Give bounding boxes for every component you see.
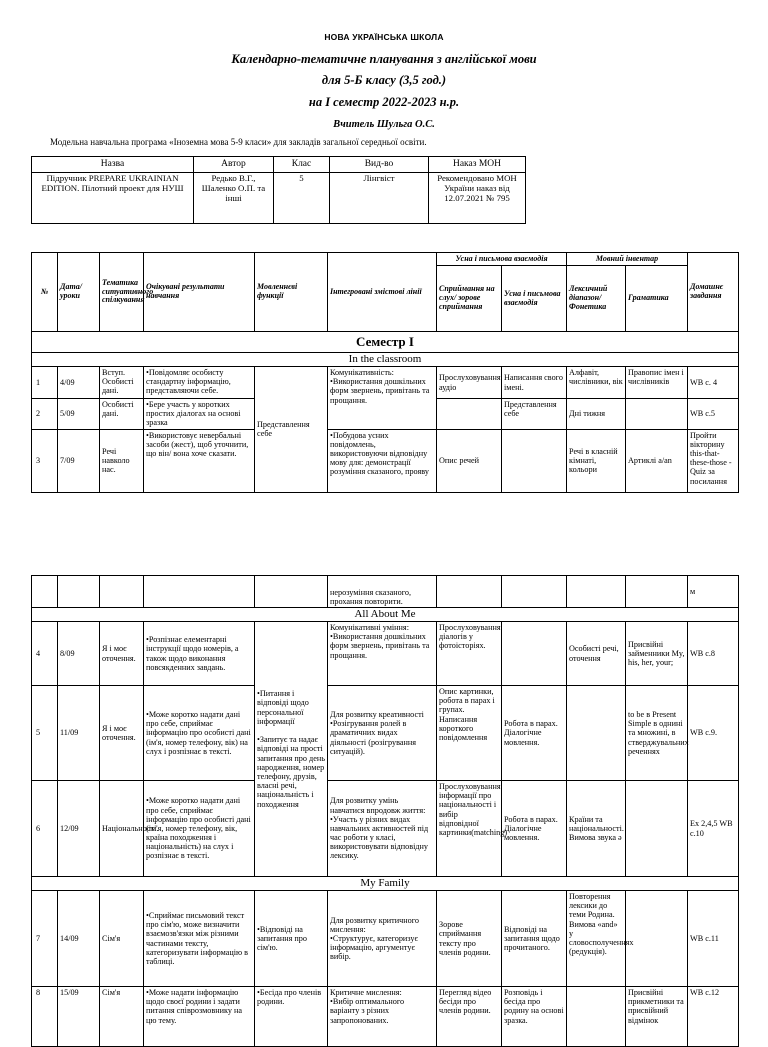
textbook-col-author: Автор — [194, 157, 274, 173]
row-function: •Відповіді на запитання про сім'ю. — [255, 891, 328, 987]
col-lexis: Лексичний діапазон/ Фонетика — [567, 266, 626, 332]
textbook-author: Редько В.Г., Шаленко О.П. та інші — [194, 173, 274, 224]
row-homework: Ex 2,4,5 WB c.10 — [688, 781, 739, 877]
unit-title: All About Me — [32, 608, 739, 622]
title-line-1: Календарно-тематичне планування з англійської мови — [231, 52, 537, 66]
unit-row — [32, 353, 739, 367]
row-grammar: Правопис імен і числівників — [626, 367, 688, 399]
row-date: 5/09 — [58, 399, 100, 430]
col-lines: Інтегровані змістові лінії — [328, 253, 437, 332]
table-row — [32, 987, 739, 1047]
row-situation — [100, 576, 144, 608]
row-oral: Написання свого імені. — [502, 367, 567, 399]
row-homework: WB c.11 — [688, 891, 739, 987]
unit-row — [32, 877, 739, 891]
row-perception: Опис картинки, робота в парах і групах. Написання короткого повідомлення — [437, 686, 502, 781]
row-function: •Питання і відповіді щодо персональної інформації •Запитує та надає відповіді на прості запитання про день народження, номер телефону, друзів, власні речі, національність і походження — [255, 622, 328, 877]
textbook-col-grade: Клас — [274, 157, 330, 173]
row-date: 12/09 — [58, 781, 100, 877]
plan-header-row — [32, 253, 739, 266]
table-row — [32, 622, 739, 686]
textbook-order: Рекомендовано МОН України наказ від 12.07.2021 № 795 — [429, 173, 526, 224]
row-grammar — [626, 781, 688, 877]
col-date: Дата/ уроки — [58, 253, 100, 332]
col-functions: Мовленнєві функції — [255, 253, 328, 332]
row-num: 1 — [32, 367, 58, 399]
table-row-continued — [32, 576, 739, 608]
row-perception: Прослуховування аудіо — [437, 367, 502, 399]
plan-table-part-1 — [31, 252, 739, 493]
row-grammar — [626, 891, 688, 987]
program-note: Модельна навчальна програма «Іноземна мова 5-9 класи» для закладів загальної середньої освіти. — [50, 137, 427, 147]
row-lexis: Дні тижня — [567, 399, 626, 430]
textbook-col-order: Наказ МОН — [429, 157, 526, 173]
textbook-header-row — [32, 157, 526, 173]
row-oral: Представлення себе — [502, 399, 567, 430]
row-lines: Комунікативність: •Використання дошкільних форм звернень, привітань та прощання. — [328, 367, 437, 430]
title-line-2: для 5-Б класу (3,5 год.) — [321, 73, 447, 87]
row-lines: Критичне мислення: •Вибір оптимального варіанту з різних запропонованих. — [328, 987, 437, 1047]
row-grammar — [626, 576, 688, 608]
row-situation: Сім'я — [100, 987, 144, 1047]
col-grammar: Граматика — [626, 266, 688, 332]
row-date: 14/09 — [58, 891, 100, 987]
row-situation: Я і моє оточення. — [100, 686, 144, 781]
row-situation: Особисті дані. — [100, 399, 144, 430]
row-grammar — [626, 399, 688, 430]
row-function: Представлення себе — [255, 367, 328, 493]
row-results: •Може коротко надати дані про себе, сприймає інформацію про особисті дані (ім'я, номер телефону, вік, країна походження і національність) на слух і розпізнає в тексті. — [144, 781, 255, 877]
row-grammar: Присвійні займенники My, his, her, your; — [626, 622, 688, 686]
textbook-publisher: Лінгвіст — [330, 173, 429, 224]
row-results: •Повідомляє особисту стандартну інформацію, представляючи себе. — [144, 367, 255, 399]
row-homework: WB c.8 — [688, 622, 739, 686]
row-num: 4 — [32, 622, 58, 686]
table-row — [32, 367, 739, 399]
row-homework: WB c.9. — [688, 686, 739, 781]
row-lexis — [567, 987, 626, 1047]
row-homework: WB c.12 — [688, 987, 739, 1047]
semester-title: Семестр І — [32, 332, 739, 353]
row-homework: WB c.5 — [688, 399, 739, 430]
row-num: 7 — [32, 891, 58, 987]
semester-row — [32, 332, 739, 353]
row-lexis: Повторення лексики до теми Родина. Вимова «and» у словосполученнях (редукція). — [567, 891, 626, 987]
row-perception — [437, 576, 502, 608]
row-num: 5 — [32, 686, 58, 781]
row-results: •Використовує невербальні засоби (жест), щоб уточнити, що він/ вона хоче сказати. — [144, 429, 255, 492]
row-lexis — [567, 686, 626, 781]
teacher-name: Вчитель Шульга О.С. — [333, 119, 435, 130]
row-homework: м — [688, 576, 739, 608]
row-perception — [437, 399, 502, 430]
table-row — [32, 891, 739, 987]
row-oral: Розповідь і бесіда про родину на основі зразка. — [502, 987, 567, 1047]
textbook-row — [32, 173, 526, 224]
row-lines: Для розвитку критичного мислення: •Структурує, категоризує інформацію, аргументує вибір. — [328, 891, 437, 987]
row-oral: Робота в парах. Діалогічне мовлення. — [502, 686, 567, 781]
row-num: 6 — [32, 781, 58, 877]
row-perception: Зорове сприймання тексту про членів родини. — [437, 891, 502, 987]
row-situation: Вступ. Особисті дані. — [100, 367, 144, 399]
row-lines: Для розвитку креативності •Розігрування ролей в драматичних видах діяльності (розігрування ситуацій). — [328, 686, 437, 781]
col-num: № — [32, 253, 58, 332]
row-date: 11/09 — [58, 686, 100, 781]
row-grammar: Присвійні прикметники та присвійний відмінок — [626, 987, 688, 1047]
row-oral: Робота в парах. Діалогічне мовлення. — [502, 781, 567, 877]
row-homework: Пройти вікторину this-that-these-those - Quiz за посилання — [688, 429, 739, 492]
row-situation: Речі навколо нас. — [100, 429, 144, 492]
row-situation: Сім'я — [100, 891, 144, 987]
row-grammar: to be в Present Simple в однині та множині, в стверджувальних реченнях — [626, 686, 688, 781]
row-grammar: Артиклі a/an — [626, 429, 688, 492]
row-lexis: Особисті речі, оточення — [567, 622, 626, 686]
row-function — [255, 576, 328, 608]
textbook-col-publisher: Вид-во — [330, 157, 429, 173]
table-row — [32, 686, 739, 781]
row-perception: Прослуховування інформації про національності і вибір відповідної картинки(matching) — [437, 781, 502, 877]
table-row — [32, 429, 739, 492]
row-oral — [502, 429, 567, 492]
row-lines: нерозуміння сказаного, прохання повторити. — [328, 576, 437, 608]
row-date: 8/09 — [58, 622, 100, 686]
row-lexis — [567, 576, 626, 608]
row-num: 3 — [32, 429, 58, 492]
row-num: 2 — [32, 399, 58, 430]
row-lines: Для розвитку умінь навчатися впродовж життя: •Участь у різних видах навчальних активностей під час роботи у класі, використовувати відповідну лексику. — [328, 781, 437, 877]
unit-title: In the classroom — [32, 353, 739, 367]
textbook-title: Підручник PREPARE UKRAINIAN EDITION. Пілотний проект для НУШ — [32, 173, 194, 224]
unit-title: My Family — [32, 877, 739, 891]
row-results: •Сприймає письмовий текст про сім'ю, може визначити взаємозв'язки між різними частинами тексту, категоризувати інформацію в таблиці. — [144, 891, 255, 987]
row-results: •Може надати інформацію щодо своєї родини і задати питання співрозмовнику на цю тему. — [144, 987, 255, 1047]
row-function: •Бесіда про членів родини. — [255, 987, 328, 1047]
title-line-3: на І семестр 2022-2023 н.р. — [308, 95, 460, 109]
col-results: Очікувані результати навчання — [144, 253, 255, 332]
row-perception: Прослуховування діалогів у фотоісторіях. — [437, 622, 502, 686]
row-oral: Відповіді на запитання щодо прочитаного. — [502, 891, 567, 987]
row-situation: Національності. — [100, 781, 144, 877]
row-situation: Я і моє оточення. — [100, 622, 144, 686]
textbook-col-title: Назва — [32, 157, 194, 173]
row-homework: WB c. 4 — [688, 367, 739, 399]
plan-table-part-2 — [31, 575, 739, 1047]
row-date: 7/09 — [58, 429, 100, 492]
table-row — [32, 781, 739, 877]
row-lexis: Країни та національності. Вимова звука ə — [567, 781, 626, 877]
row-oral — [502, 622, 567, 686]
row-lines: •Побудова усних повідомлень, використовуючи відповідну мову для: демонстрації розуміння сказаного, прояву — [328, 429, 437, 492]
textbook-grade: 5 — [274, 173, 330, 224]
row-num: 8 — [32, 987, 58, 1047]
row-num — [32, 576, 58, 608]
row-lexis: Алфавіт, числівники, вік — [567, 367, 626, 399]
unit-row — [32, 608, 739, 622]
row-results — [144, 576, 255, 608]
row-lexis: Речі в класній кімнаті, кольори — [567, 429, 626, 492]
col-group-oral: Усна і письмова взаємодія — [437, 253, 567, 266]
row-date: 4/09 — [58, 367, 100, 399]
row-results: •Бере участь у коротких простих діалогах на основі зразка — [144, 399, 255, 430]
col-group-language: Мовний інвентар — [567, 253, 688, 266]
row-results: •Розпізнає елементарні інструкції щодо номерів, а також щодо виконання повсякденних завдань. — [144, 622, 255, 686]
col-perception: Сприймання на слух/ зорове сприймання — [437, 266, 502, 332]
textbook-table — [31, 156, 526, 224]
row-date — [58, 576, 100, 608]
col-situation: Тематика ситуативного спілкування — [100, 253, 144, 332]
row-results: •Може коротко надати дані про себе, сприймає інформацію про особисті дані (ім'я, номер телефону, вік) на слух і розпізнає в тексті. — [144, 686, 255, 781]
row-date: 15/09 — [58, 987, 100, 1047]
row-perception: Опис речей — [437, 429, 502, 492]
row-oral — [502, 576, 567, 608]
col-homework: Домашнє завдання — [688, 253, 739, 332]
col-oral-written: Усна і письмова взаємодія — [502, 266, 567, 332]
row-lines: Комунікативні уміння: •Використання дошкільних форм звернень, привітань та прощання. — [328, 622, 437, 686]
school-name: НОВА УКРАЇНСЬКА ШКОЛА — [324, 32, 444, 42]
row-perception: Перегляд відео бесіди про членів родини. — [437, 987, 502, 1047]
